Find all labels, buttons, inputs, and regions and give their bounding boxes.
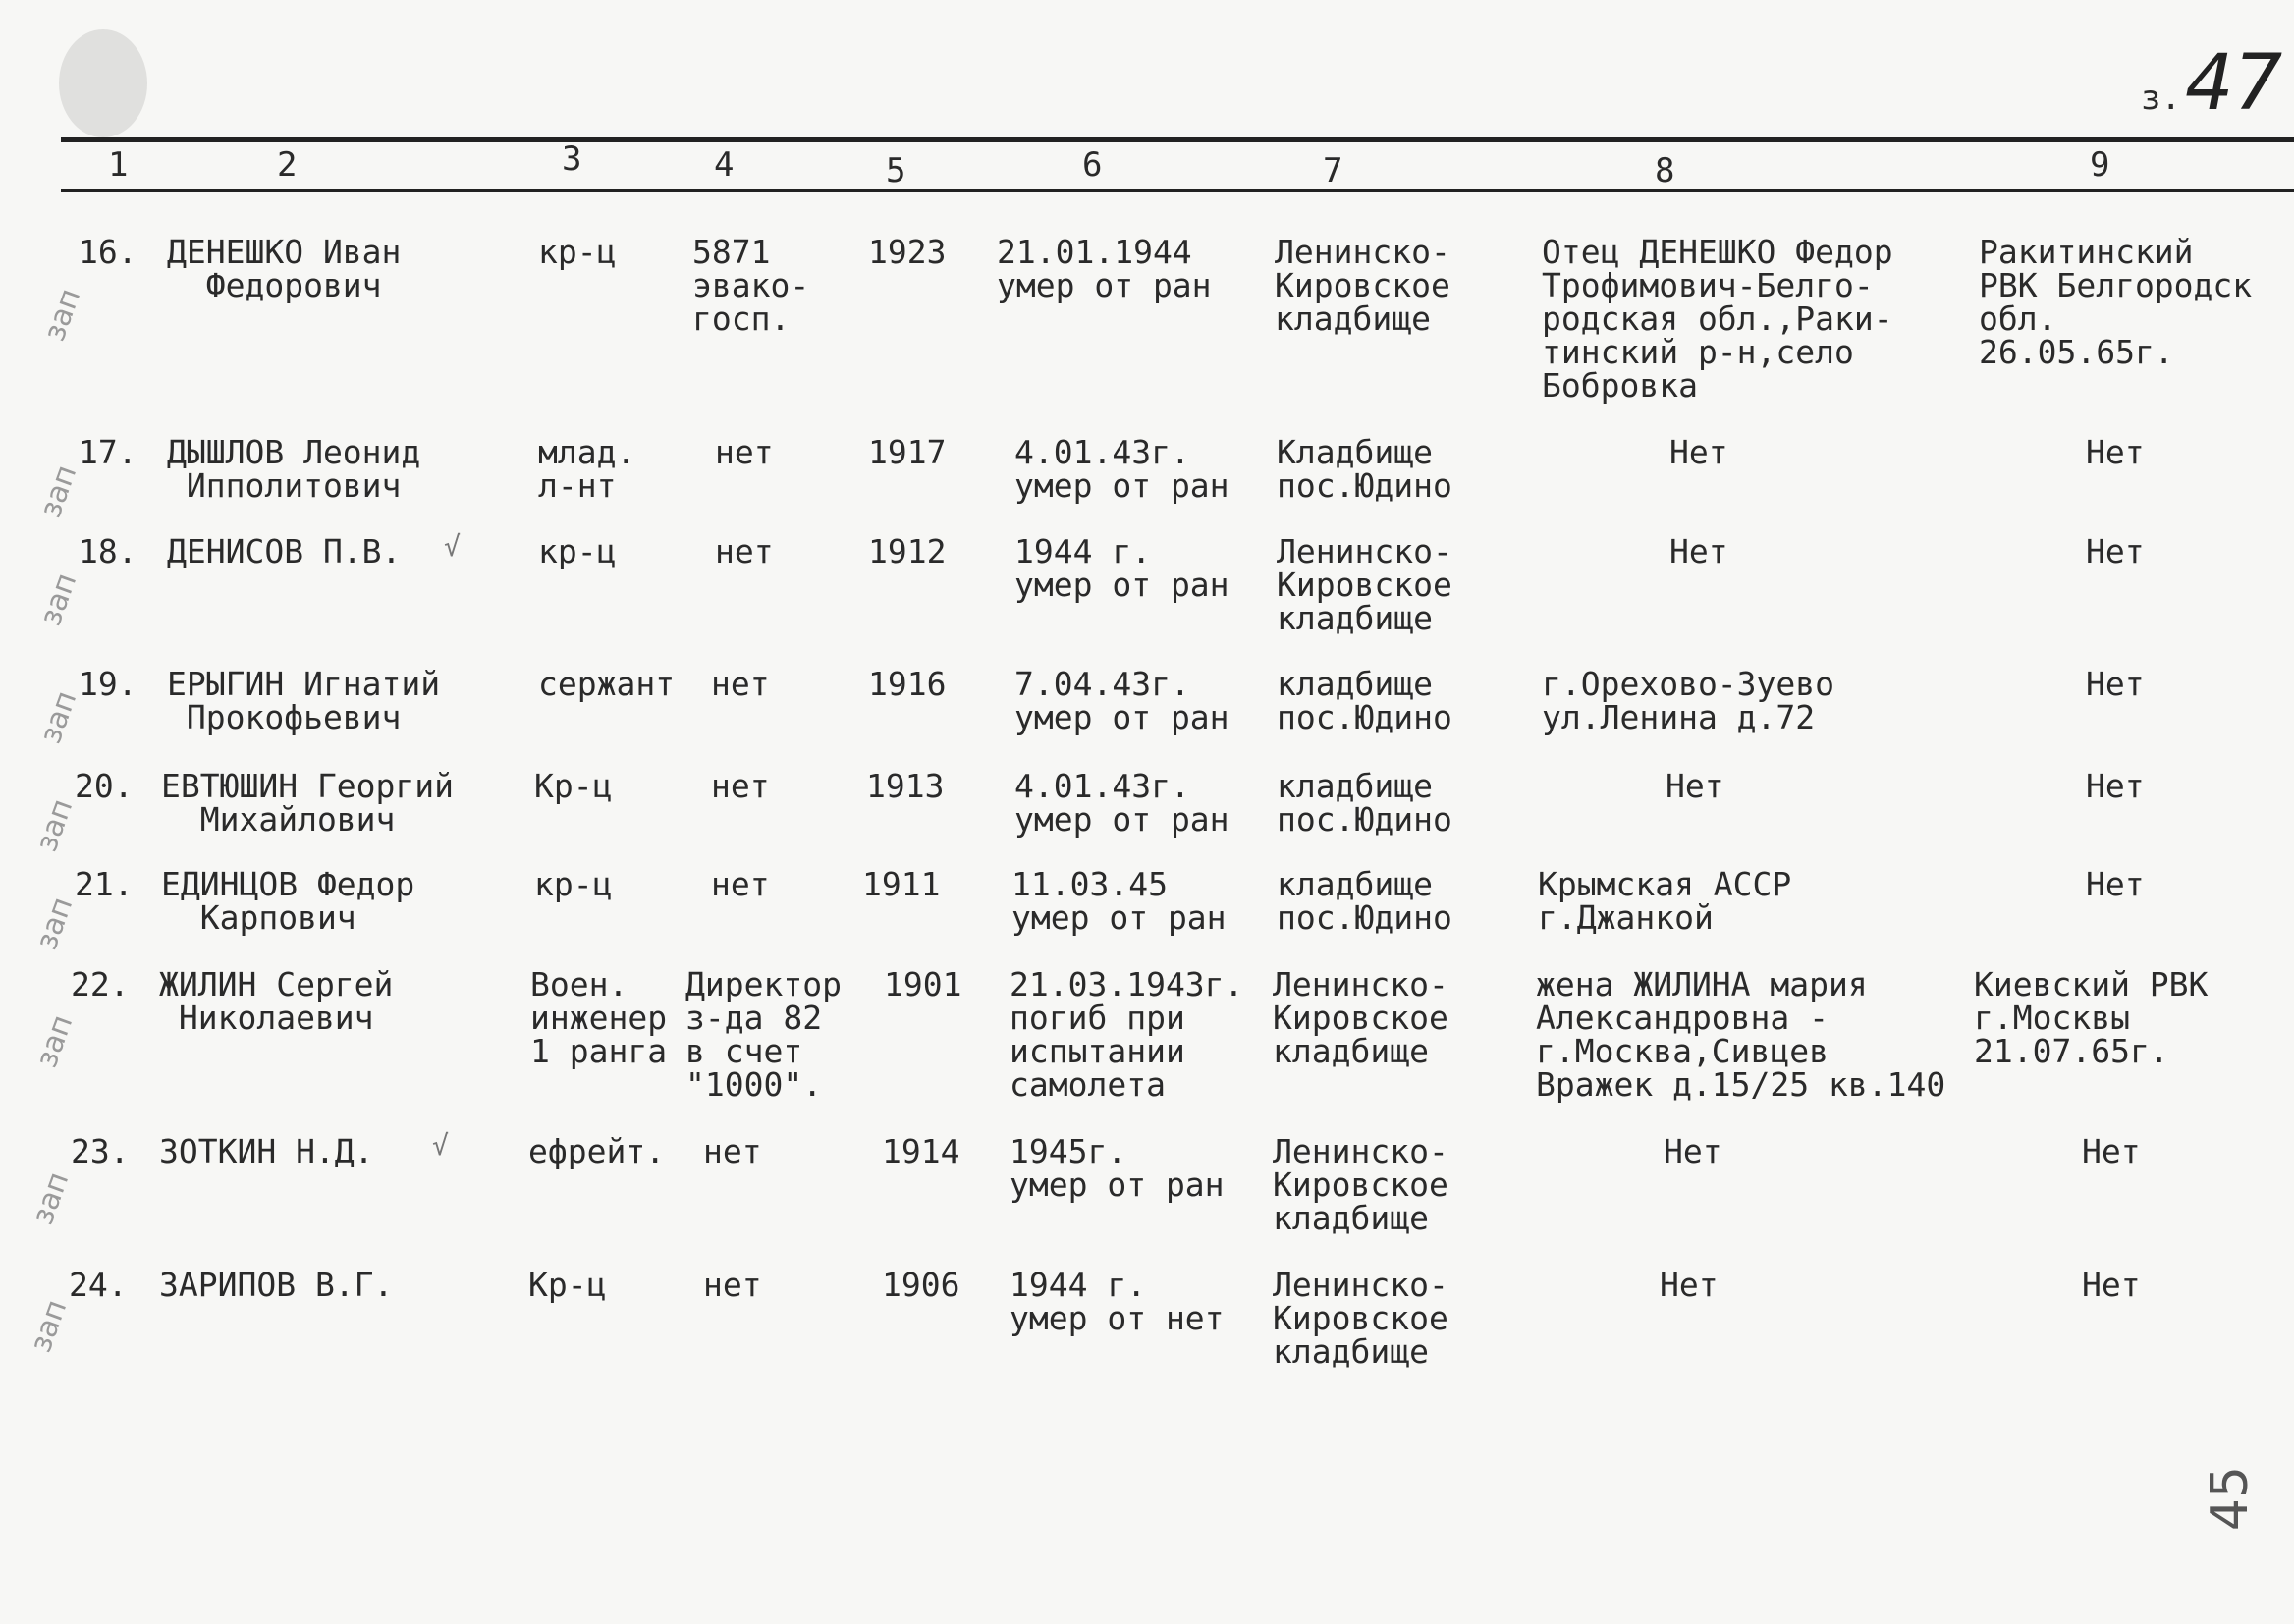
page-number [2141, 39, 2282, 128]
row-number: 24. [69, 1266, 128, 1304]
column-number: 9 [2090, 145, 2110, 185]
margin-note: зап [33, 686, 84, 748]
notification-record: Нет [2086, 665, 2145, 703]
margin-note: зап [24, 1295, 75, 1357]
row-number: 16. [79, 233, 137, 271]
margin-note: зап [26, 1167, 77, 1229]
relatives-address: Нет [1660, 1266, 1719, 1304]
margin-note: зап [37, 284, 88, 346]
person-name: ДЕНЕШКО Иван Федорович [167, 233, 402, 304]
margin-note: зап [29, 794, 81, 856]
military-rank: Кр-ц [528, 1266, 607, 1304]
death-info: 21.01.1944 умер от ран [997, 233, 1212, 304]
row-number: 22. [71, 965, 130, 1003]
margin-note: зап [29, 893, 81, 954]
military-rank: кр-ц [538, 532, 617, 570]
death-info: 1944 г. умер от ран [1014, 532, 1229, 604]
row-number: 23. [71, 1132, 130, 1170]
column-number: 7 [1323, 151, 1343, 190]
notification-record: Нет [2082, 1266, 2141, 1304]
margin-note: зап [33, 460, 84, 522]
corner-handwritten-mark: 45 [2201, 1465, 2261, 1532]
burial-place: кладбище пос.Юдино [1277, 665, 1452, 736]
birth-year: 1906 [882, 1266, 960, 1304]
person-name: ЕВТЮШИН Георгий Михайлович [161, 767, 455, 839]
column-number: 5 [886, 151, 906, 190]
relatives-address: Нет [1664, 1132, 1722, 1170]
burial-place: Ленинско- Кировское кладбище [1277, 532, 1452, 637]
check-mark: √ [444, 530, 461, 563]
military-rank: ефрейт. [528, 1132, 666, 1170]
relatives-address: Отец ДЕНЕШКО Федор Трофимович-Белго- родская обл.,Раки- тинский р-н,село Бобровка [1542, 233, 1893, 405]
notification-record: Нет [2086, 532, 2145, 570]
column-number: 6 [1082, 145, 1103, 185]
death-info: 21.03.1943г. погиб при испытании самолета [1010, 965, 1244, 1104]
military-rank: кр-ц [538, 233, 617, 271]
military-unit: нет [711, 665, 770, 703]
burial-place: Ленинско- Кировское кладбище [1273, 1132, 1448, 1237]
military-unit: нет [703, 1266, 762, 1304]
page-number-handwritten: 47 [2184, 39, 2283, 128]
notification-record: Нет [2086, 865, 2145, 903]
military-unit: нет [715, 532, 774, 570]
relatives-address: Нет [1669, 433, 1728, 471]
check-mark: √ [432, 1129, 449, 1162]
military-unit: Директор з-да 82 в счет "1000". [685, 965, 842, 1104]
death-info: 4.01.43г. умер от ран [1014, 767, 1229, 839]
notification-record: Нет [2082, 1132, 2141, 1170]
page-number-typed: з. [2141, 79, 2181, 118]
death-info: 11.03.45 умер от ран [1011, 865, 1227, 937]
relatives-address: Крымская АССР г.Джанкой [1538, 865, 1792, 937]
birth-year: 1912 [868, 532, 947, 570]
relatives-address: жена ЖИЛИНА мария Александровна - г.Москва,Сивцев Вражек д.15/25 кв.140 [1536, 965, 1946, 1104]
row-number: 20. [75, 767, 134, 805]
military-rank: Воен. инженер 1 ранга [530, 965, 668, 1070]
military-unit: нет [703, 1132, 762, 1170]
relatives-address: г.Орехово-Зуево ул.Ленина д.72 [1542, 665, 1835, 736]
birth-year: 1901 [884, 965, 962, 1003]
relatives-address: Нет [1669, 532, 1728, 570]
death-info: 1944 г. умер от нет [1010, 1266, 1225, 1337]
military-rank: Кр-ц [534, 767, 613, 805]
birth-year: 1917 [868, 433, 947, 471]
notification-record: Ракитинский РВК Белгородск обл. 26.05.65г. [1979, 233, 2253, 371]
person-name: ЗАРИПОВ В.Г. [159, 1266, 394, 1304]
table-top-rule [61, 137, 2294, 142]
notification-record: Нет [2086, 767, 2145, 805]
birth-year: 1914 [882, 1132, 960, 1170]
relatives-address: Нет [1666, 767, 1724, 805]
death-info: 1945г. умер от ран [1010, 1132, 1225, 1204]
military-rank: кр-ц [534, 865, 613, 903]
burial-place: кладбище пос.Юдино [1277, 865, 1452, 937]
column-number: 3 [562, 139, 582, 179]
military-unit: 5871 эвако- госп. [692, 233, 810, 338]
birth-year: 1911 [862, 865, 941, 903]
scan-smudge [59, 29, 147, 137]
burial-place: Ленинско- Кировское кладбище [1275, 233, 1450, 338]
military-unit: нет [711, 865, 770, 903]
column-number: 4 [714, 145, 735, 185]
burial-place: кладбище пос.Юдино [1277, 767, 1452, 839]
military-unit: нет [715, 433, 774, 471]
person-name: ЖИЛИН Сергей Николаевич [159, 965, 394, 1037]
person-name: ДЕНИСОВ П.В. [167, 532, 402, 570]
notification-record: Нет [2086, 433, 2145, 471]
table-header-rule [61, 189, 2294, 192]
person-name: ЕРЫГИН Игнатий Прокофьевич [167, 665, 441, 736]
birth-year: 1913 [866, 767, 945, 805]
row-number: 17. [79, 433, 137, 471]
person-name: ЗОТКИН Н.Д. [159, 1132, 374, 1170]
burial-place: Ленинско- Кировское кладбище [1273, 965, 1448, 1070]
military-unit: нет [711, 767, 770, 805]
military-rank: млад. л-нт [538, 433, 636, 505]
birth-year: 1923 [868, 233, 947, 271]
birth-year: 1916 [868, 665, 947, 703]
margin-note: зап [33, 568, 84, 630]
margin-note: зап [29, 1010, 81, 1072]
person-name: ЕДИНЦОВ Федор Карпович [161, 865, 415, 937]
death-info: 7.04.43г. умер от ран [1014, 665, 1229, 736]
burial-place: Кладбище пос.Юдино [1277, 433, 1452, 505]
person-name: ДЫШЛОВ Леонид Ипполитович [167, 433, 421, 505]
burial-place: Ленинско- Кировское кладбище [1273, 1266, 1448, 1371]
military-rank: сержант [538, 665, 676, 703]
row-number: 21. [75, 865, 134, 903]
row-number: 18. [79, 532, 137, 570]
column-number: 2 [277, 145, 298, 185]
notification-record: Киевский РВК г.Москвы 21.07.65г. [1974, 965, 2209, 1070]
death-info: 4.01.43г. умер от ран [1014, 433, 1229, 505]
column-number: 1 [108, 145, 129, 185]
row-number: 19. [79, 665, 137, 703]
column-number: 8 [1655, 151, 1675, 190]
